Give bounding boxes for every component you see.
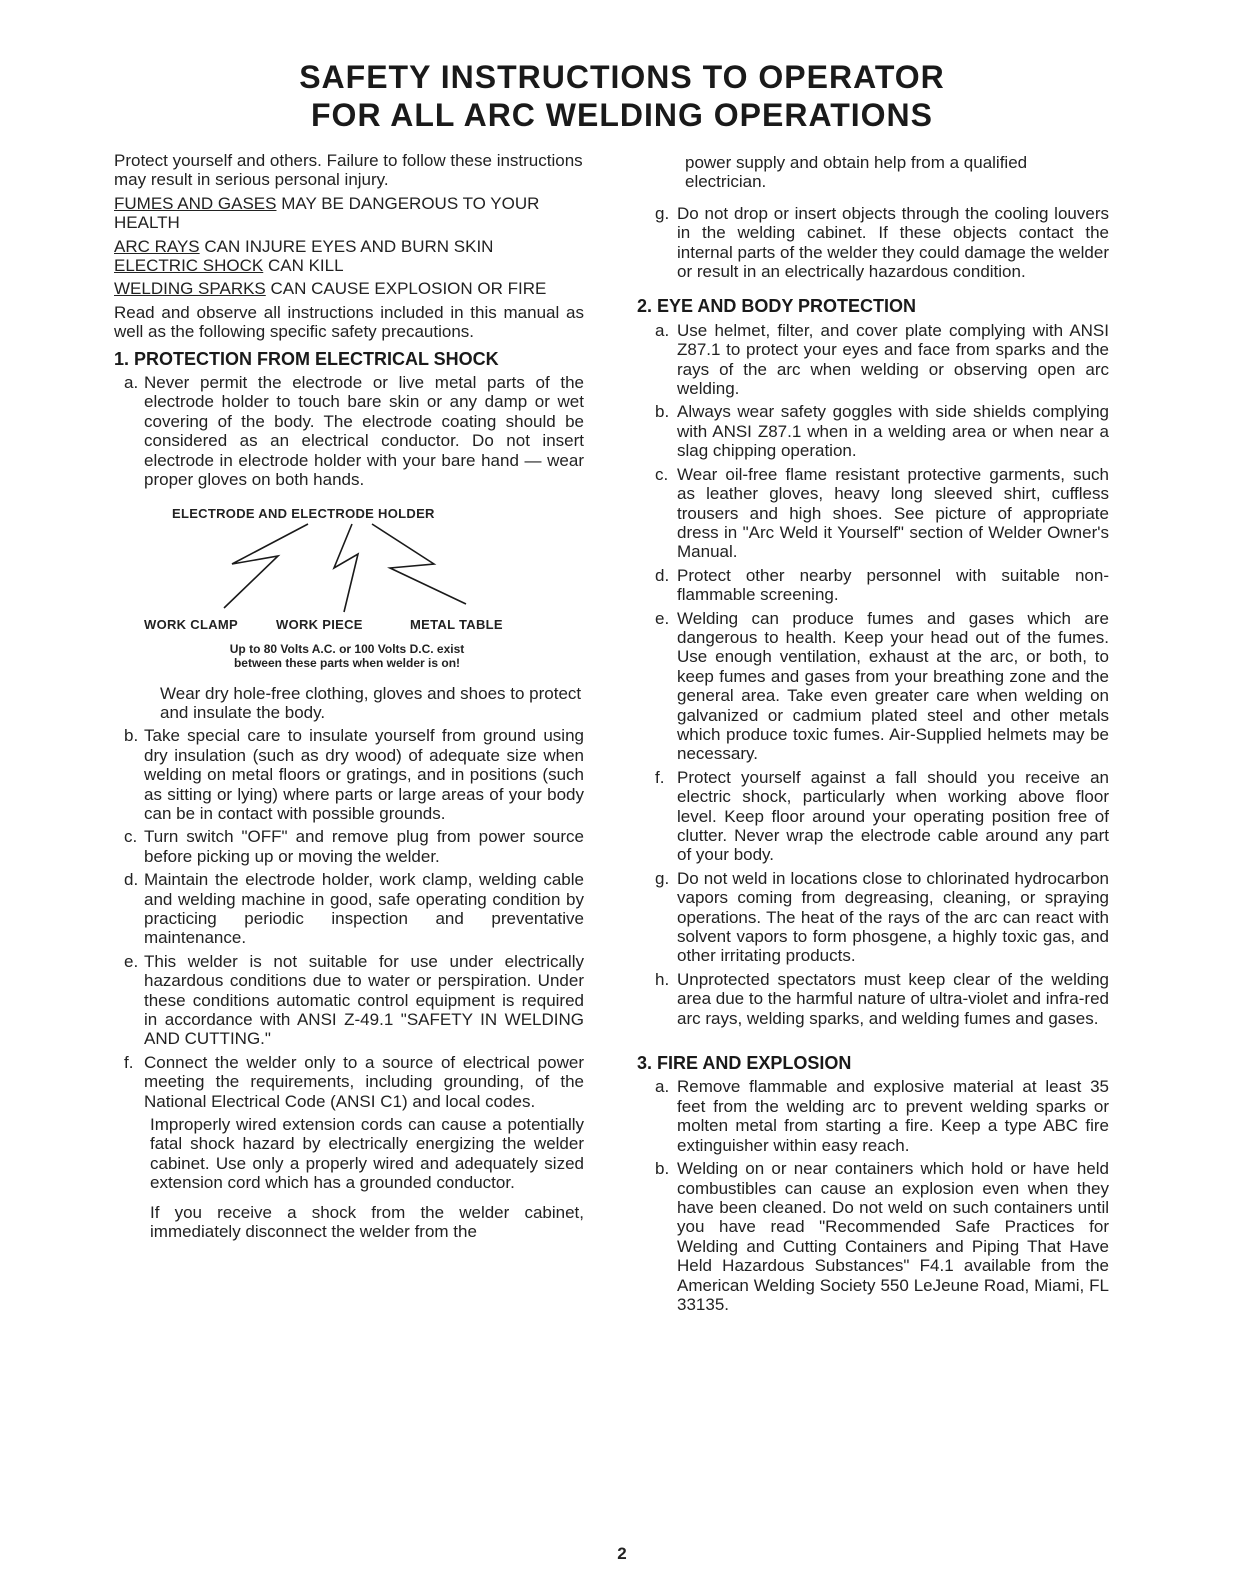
section-2-heading: 2. EYE AND BODY PROTECTION bbox=[637, 296, 917, 317]
item-text: Unprotected spectators must keep clear of the welding area due to the harmful nature of ultra-violet and infra-red arc rays, welding sparks, and welding fumes and gases. bbox=[677, 969, 1109, 1028]
s3-item-b bbox=[637, 1159, 1109, 1314]
section-3-heading: 3. FIRE AND EXPLOSION bbox=[637, 1053, 852, 1074]
voltage-warning: Up to 80 Volts A.C. or 100 Volts D.C. exist between these parts when welder is on! bbox=[229, 641, 465, 670]
right-column bbox=[637, 153, 1109, 1314]
s2-item-d bbox=[637, 566, 1109, 605]
item-text: Connect the welder only to a source of electrical power meeting the requirements, including grounding, of the National Electrical Code (ANSI C1) and local codes. bbox=[144, 1052, 584, 1111]
title-line-1: SAFETY INSTRUCTIONS TO OPERATOR bbox=[299, 59, 945, 95]
s1-item-d bbox=[114, 870, 584, 948]
warning-welding-sparks: WELDING SPARKS CAN CAUSE EXPLOSION OR FIRE bbox=[114, 279, 547, 299]
item-text: Protect yourself against a fall should you receive an electric shock, particularly when working above floor level. Keep floor around your operating position free of clutter. Never wrap the electrode cable around any part of your body. bbox=[677, 767, 1109, 865]
title-line-2: FOR ALL ARC WELDING OPERATIONS bbox=[311, 97, 933, 133]
warning-arc-rays: ARC RAYS CAN INJURE EYES AND BURN SKIN bbox=[114, 236, 494, 256]
s1-item-c bbox=[114, 827, 584, 866]
item-letter: c. bbox=[655, 464, 669, 484]
item-letter: b. bbox=[655, 1159, 670, 1179]
warning-electric-shock: ELECTRIC SHOCK CAN KILL bbox=[114, 256, 344, 276]
warning-fumes: FUMES AND GASES MAY BE DANGEROUS TO YOUR HEALTH bbox=[114, 193, 540, 233]
s2-item-e bbox=[637, 609, 1109, 764]
s2-item-b bbox=[637, 402, 1109, 460]
item-letter: g. bbox=[655, 203, 670, 223]
bolt-work-piece bbox=[334, 524, 358, 612]
electrode-diagram bbox=[110, 504, 584, 684]
s1-item-f bbox=[114, 1053, 584, 1111]
bolt-work-clamp bbox=[224, 524, 308, 608]
item-letter: b. bbox=[124, 726, 139, 746]
s1-shock-cont: power supply and obtain help from a qualified electrician. bbox=[685, 153, 1028, 192]
item-text: Remove flammable and explosive material at least 35 feet from the welding arc to prevent welding sparks or molten metal from starting a fire. Keep a type ABC fire extinguisher within easy reach. bbox=[677, 1077, 1109, 1155]
s2-item-f bbox=[637, 768, 1109, 865]
item-text: Do not weld in locations close to chlorinated hydrocarbon vapors coming from degreasing, cleaning, or spraying operations. The heat of the rays of the arc can react with solvent vapors to form phosgene, a highly toxic gas, and other irritating products. bbox=[677, 868, 1109, 966]
item-text: Welding on or near containers which hold or have held combustibles can cause an explosion even when they have been cleaned. Do not weld on such containers until you have read "Recommended Safe Practices for Welding and Cutting Containers and Piping That Have Held Hazardous Substances" F4.1 available from the American Welding Society 550 LeJeune Road, Miami, FL 33135. bbox=[677, 1159, 1109, 1314]
item-letter: h. bbox=[655, 969, 670, 989]
s2-item-a bbox=[637, 321, 1109, 399]
s1-wear: Wear dry hole-free clothing, gloves and shoes to protect and insulate the body. bbox=[160, 683, 582, 722]
item-text: Never permit the electrode or live metal parts of the electrode holder to touch bare skin or any damp or wet covering of the body. The electrode coating should be considered as an electrical conductor. Do not insert electrode in electrode holder with your bare hand — wear proper gloves on both hands. bbox=[144, 373, 584, 490]
item-text: Do not drop or insert objects through the cooling louvers in the welding cabinet. If these objects contact the internal parts of the welder they could damage the welder or result in an electrically hazardous condition. bbox=[677, 203, 1109, 282]
item-letter: e. bbox=[655, 608, 670, 628]
lightning-bolts-icon bbox=[220, 516, 480, 616]
item-text: Maintain the electrode holder, work clamp, welding cable and welding machine in good, safe operating condition by practicing periodic inspection and preventative maintenance. bbox=[144, 870, 584, 948]
item-letter: b. bbox=[655, 402, 670, 422]
item-letter: a. bbox=[124, 373, 139, 393]
item-letter: d. bbox=[655, 565, 670, 585]
s1-improperly: Improperly wired extension cords can cause a potentially fatal shock hazard by electrically energizing the welder cabinet. Use only a properly wired and adequately sized extension cord which has a grounded conductor. bbox=[150, 1115, 584, 1193]
label-metal-table: METAL TABLE bbox=[410, 616, 503, 632]
s2-item-c bbox=[637, 465, 1109, 562]
s1-shock: If you receive a shock from the welder cabinet, immediately disconnect the welder from the bbox=[150, 1202, 584, 1242]
figure-title: ELECTRODE AND ELECTRODE HOLDER bbox=[172, 505, 435, 521]
item-text: This welder is not suitable for use under electrically hazardous conditions due to water or perspiration. Under these conditions automatic control equipment is required in accordance with ANSI Z-49.1 "SAFETY IN WELDING AND CUTTING." bbox=[144, 951, 584, 1049]
item-letter: a. bbox=[655, 1077, 670, 1097]
item-letter: d. bbox=[124, 870, 139, 890]
s1-item-b bbox=[114, 726, 584, 823]
s2-item-h bbox=[637, 970, 1109, 1028]
item-letter: g. bbox=[655, 868, 670, 888]
item-letter: c. bbox=[124, 827, 138, 847]
item-text: Welding can produce fumes and gases which are dangerous to health. Keep your head out of the fumes. Use enough ventilation, exhaust at the arc, or both, to keep fumes and gases from your breathing zone and the general area. Take even greater care when welding on galvanized or cadmium plated steel and other metals which produce toxic fumes. Air-Supplied helmets may be necessary. bbox=[677, 608, 1109, 764]
s2-item-g bbox=[637, 869, 1109, 966]
item-text: Wear oil-free flame resistant protective garments, such as leather gloves, heavy long sleeved shirt, cuffless trousers and high shoes. See picture of appropriate dress in "Arc Weld it Yourself" section of Welder Owner's Manual. bbox=[677, 464, 1109, 562]
page-title bbox=[0, 58, 1244, 134]
item-text: Always wear safety goggles with side shields complying with ANSI Z87.1 when in a welding area or when near a slag chipping operation. bbox=[677, 402, 1109, 461]
bolt-metal-table bbox=[372, 524, 466, 604]
item-letter: e. bbox=[124, 951, 139, 971]
item-text: Use helmet, filter, and cover plate complying with ANSI Z87.1 to protect your eyes and face from sparks and the rays of the arc when welding or observing open arc welding. bbox=[677, 320, 1109, 399]
left-column bbox=[114, 151, 584, 1241]
label-work-piece: WORK PIECE bbox=[276, 616, 363, 632]
label-work-clamp: WORK CLAMP bbox=[144, 616, 238, 632]
item-letter: f. bbox=[124, 1052, 134, 1072]
item-text: Take special care to insulate yourself from ground using dry insulation (such as dry wood) of adequate size when welding on metal floors or gratings, and in positions (such as sitting or lying) where parts or large areas of your body can be in contact with possible grounds. bbox=[144, 726, 584, 823]
intro-read: Read and observe all instructions included in this manual as well as the following specific safety precautions. bbox=[114, 302, 584, 342]
section-1-heading: 1. PROTECTION FROM ELECTRICAL SHOCK bbox=[114, 348, 499, 369]
page-number: 2 bbox=[617, 1544, 627, 1563]
s1-item-a bbox=[114, 373, 584, 489]
intro-protect: Protect yourself and others. Failure to follow these instructions may result in serious personal injury. bbox=[114, 151, 583, 190]
s3-item-a bbox=[637, 1077, 1109, 1155]
item-text: Turn switch "OFF" and remove plug from power source before picking up or moving the welder. bbox=[144, 827, 584, 866]
item-letter: f. bbox=[655, 767, 665, 787]
item-letter: a. bbox=[655, 320, 670, 340]
s1-item-g bbox=[637, 204, 1109, 282]
item-text: Protect other nearby personnel with suitable non-flammable screening. bbox=[677, 565, 1109, 605]
s1-item-e bbox=[114, 952, 584, 1049]
